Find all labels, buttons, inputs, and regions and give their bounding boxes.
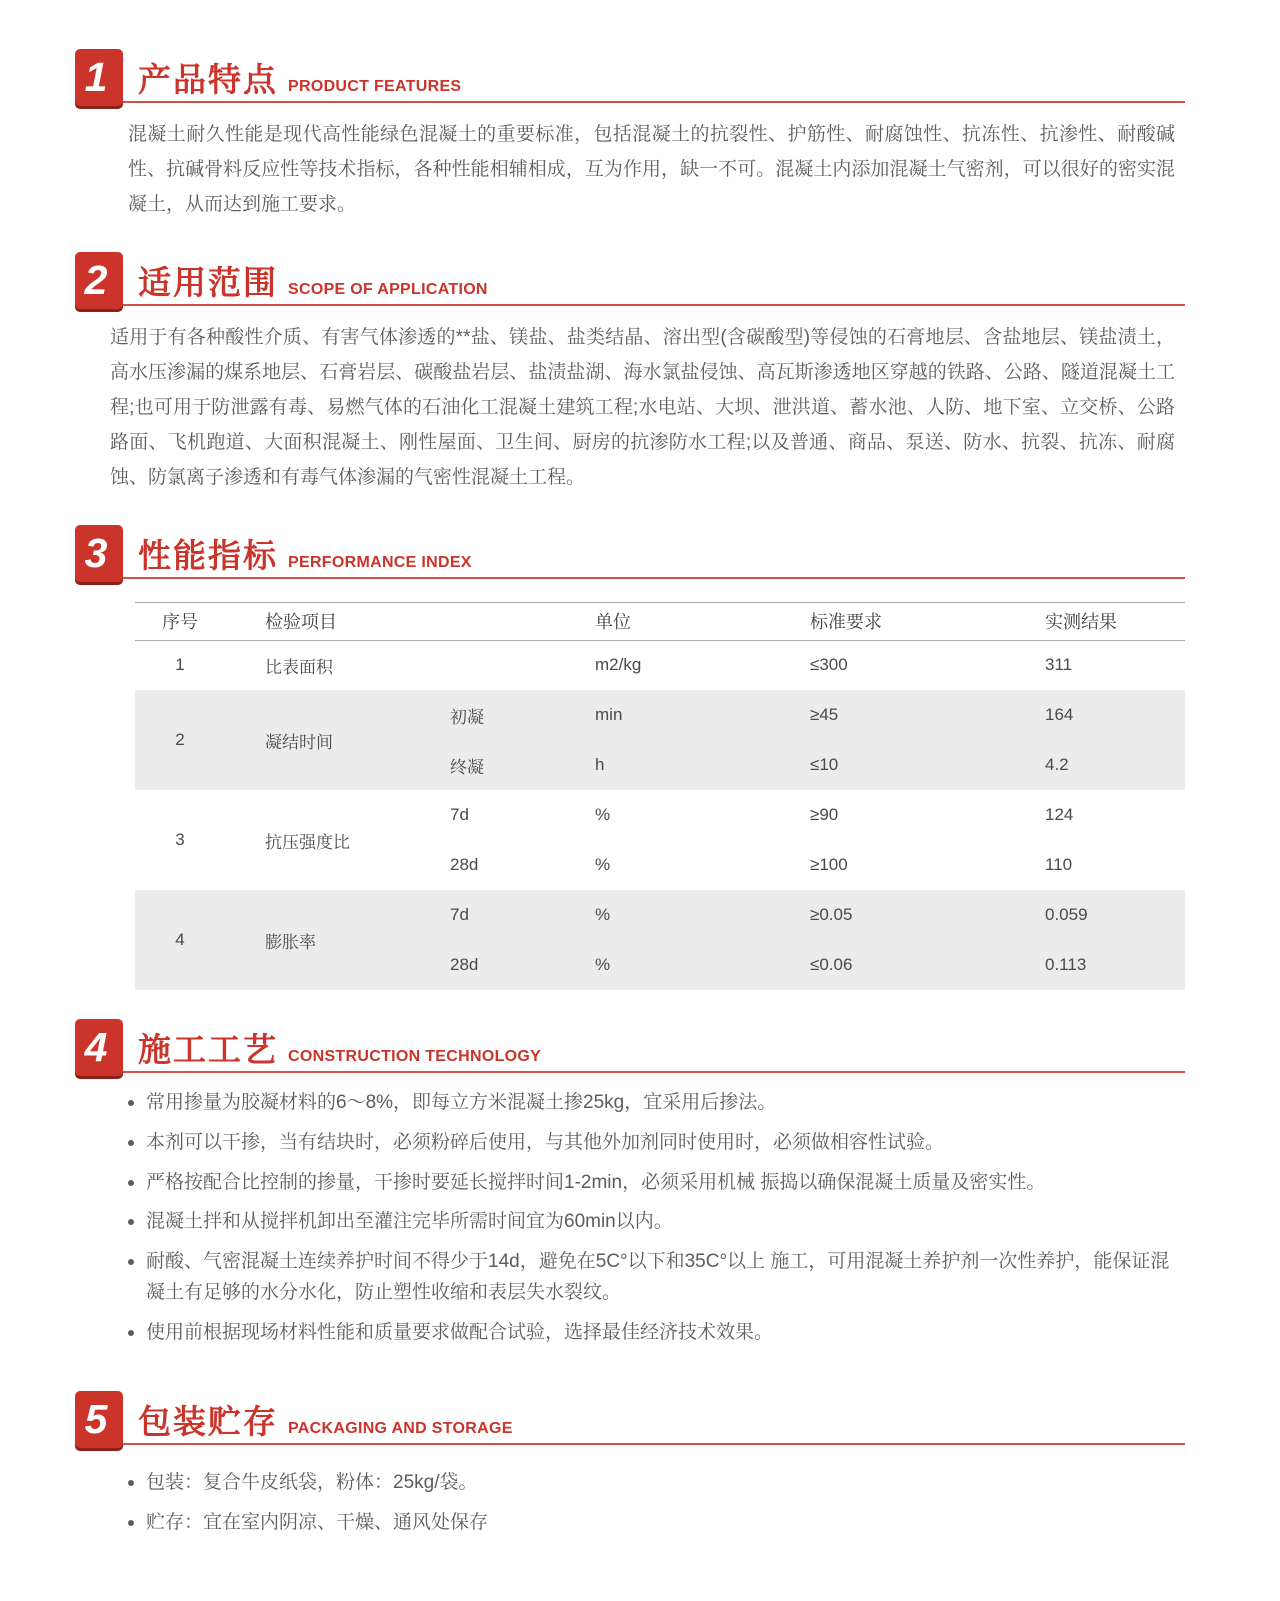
section-number-badge: 1 [75,49,123,106]
table-header-row [135,602,1185,640]
list-item [128,1318,1185,1349]
cell-standard: ≤300 [810,655,848,675]
list-item [128,1207,1185,1238]
bullet-text: 本剂可以干掺，当有结块时，必须粉碎后使用，与其他外加剂同时使用时，必须做相容性试验。 [146,1131,945,1153]
cell-sub: 7d [450,805,469,825]
bullet-icon [128,1330,134,1336]
cell-result: 0.059 [1045,905,1088,925]
list-item [128,1128,1185,1159]
section-underline [75,304,1185,306]
cell-sub [410,640,555,690]
header-unit: 单位 [595,612,631,633]
table-header [135,602,1185,640]
cell-unit: % [595,805,611,825]
packaging-bullet-list [75,1468,1185,1539]
bullet-text: 贮存：宜在室内阴凉、干燥、通风处保存 [146,1512,489,1534]
section-construction [75,1016,1185,1348]
section-subtitle: SCOPE OF APPLICATION [288,280,488,298]
product-features-paragraph: 混凝土耐久性能是现代高性能绿色混凝土的重要标准，包括混凝土的抗裂性、护筋性、耐腐蚀性、抗冻性、抗渗性、耐酸碱性、抗碱骨料反应性等技术指标，各种性能相辅相成，互为作用，缺一不可。混凝土内添加混凝土气密剂，可以很好的密实混凝土，从而达到施工要求。 [128,124,1175,215]
cell-standard: ≥90 [810,805,839,825]
section-number-badge: 3 [75,525,123,582]
cell-unit: % [595,855,611,875]
cell-standard: ≥100 [810,855,848,875]
section-titles [138,263,488,309]
bullet-text: 包装：复合牛皮纸袋，粉体：25kg/袋。 [146,1472,478,1494]
list-item [128,1088,1185,1119]
section-title: 包装贮存 [138,1403,278,1441]
section-title: 适用范围 [138,263,278,301]
cell-result: 4.2 [1045,755,1069,775]
section-subtitle: PERFORMANCE INDEX [288,553,472,571]
section-packaging [75,1388,1185,1539]
table-row [135,890,1185,940]
construction-bullet-list [75,1088,1185,1348]
cell-standard: ≥0.05 [810,905,853,925]
cell-no: 3 [175,830,185,850]
cell-result: 124 [1045,805,1074,825]
cell-no: 1 [175,655,185,675]
section-number-badge: 5 [75,1391,123,1448]
cell-result: 0.113 [1045,955,1087,975]
bullet-text: 常用掺量为胶凝材料的6～8%，即每立方米混凝土掺25kg，宜采用后掺法。 [146,1092,777,1114]
section-number-badge: 2 [75,252,123,309]
section-subtitle: PACKAGING AND STORAGE [288,1420,513,1438]
cell-unit: m2/kg [595,655,642,675]
cell-result: 110 [1045,855,1073,875]
bullet-icon [128,1259,134,1265]
section-performance-index [75,522,1185,991]
cell-sub: 初凝 [450,707,484,727]
performance-table [135,602,1185,991]
header-result: 实测结果 [1045,612,1117,633]
bullet-text: 耐酸、气密混凝土连续养护时间不得少于14d，避免在5C°以下和35C°以上 施工，可用混凝土养护剂一次性养护，能保证混凝土有足够的水分水化，防止塑性收缩和表层失水裂纹。 [146,1251,1170,1303]
cell-item: 抗压强度比 [265,832,350,852]
section-subtitle: PRODUCT FEATURES [288,78,462,95]
cell-unit: % [595,905,611,925]
bullet-text: 严格按配合比控制的掺量，干掺时要延长搅拌时间1-2min，必须采用机械 振捣以确保混凝土质量及密实性。 [146,1171,1046,1193]
section-titles [138,63,461,106]
header-no: 序号 [162,612,198,633]
table-group-4 [135,890,1185,990]
scope-paragraph: 适用于有各种酸性介质、有害气体渗透的**盐、镁盐、盐类结晶、溶出型(含碳酸型)等侵蚀的石膏地层、含盐地层、镁盐渍土，高水压渗漏的煤系地层、石膏岩层、碳酸盐岩层、盐渍盐湖、海水氯盐侵蚀、高瓦斯渗透地区穿越的铁路、公路、隧道混凝土工程;也可用于防泄露有毒、易燃气体的石油化工混凝土建筑工程;水电站、大坝、泄洪道、蓄水池、人防、地下室、立交桥、公路路面、飞机跑道、大面积混凝土、刚性屋面、卫生间、厨房的抗渗防水工程;以及普通、商品、泵送、防水、抗裂、抗冻、耐腐蚀、防氯离子渗透和有毒气体渗漏的气密性混凝土工程。 [110,326,1175,488]
section-scope [75,249,1185,496]
section-titles [138,1033,541,1076]
cell-unit: h [595,755,605,775]
cell-item: 比表面积 [265,657,333,677]
list-item [128,1247,1185,1309]
cell-result: 311 [1045,655,1073,675]
cell-standard: ≥45 [810,705,839,725]
table-group-1 [135,640,1185,690]
section-header [75,249,1185,309]
cell-sub: 28d [450,955,479,975]
cell-result: 164 [1045,705,1074,725]
table-row [135,790,1185,840]
cell-sub: 28d [450,855,479,875]
section-header [75,1388,1185,1448]
header-standard: 标准要求 [810,612,882,633]
bullet-icon [128,1140,134,1146]
cell-sub: 终凝 [450,757,484,777]
cell-unit: % [595,955,611,975]
cell-sub: 7d [450,905,469,925]
cell-item: 膨胀率 [265,932,316,952]
bullet-icon [128,1219,134,1225]
cell-unit: min [595,705,623,725]
list-item [128,1168,1185,1199]
section-underline [75,101,1185,103]
cell-standard: ≤0.06 [810,955,853,975]
section-underline [75,577,1185,579]
table-group-3 [135,790,1185,890]
section-titles [138,536,472,582]
table-row [135,640,1185,690]
list-item [128,1508,1185,1539]
cell-item: 凝结时间 [265,732,333,752]
section-number-badge: 4 [75,1019,123,1076]
table-row [135,690,1185,740]
section-title: 产品特点 [138,61,278,98]
bullet-icon [128,1100,134,1106]
section-header [75,46,1185,106]
header-item: 检验项目 [265,612,337,633]
section-header [75,522,1185,582]
cell-standard: ≤10 [810,755,839,775]
section-product-features [75,46,1185,223]
section-header [75,1016,1185,1076]
cell-no: 4 [175,930,185,950]
section-underline [75,1443,1185,1445]
bullet-text: 混凝土拌和从搅拌机卸出至灌注完毕所需时间宜为60min以内。 [146,1211,673,1233]
section-underline [75,1071,1185,1073]
bullet-icon [128,1480,134,1486]
cell-no: 2 [175,730,185,750]
bullet-text: 使用前根据现场材料性能和质量要求做配合试验，选择最佳经济技术效果。 [146,1321,774,1343]
bullet-icon [128,1520,134,1526]
section-title: 性能指标 [138,536,278,574]
section-title: 施工工艺 [138,1031,278,1069]
table-group-2 [135,690,1185,790]
bullet-icon [128,1180,134,1186]
section-titles [138,1405,513,1448]
section-subtitle: CONSTRUCTION TECHNOLOGY [288,1048,542,1066]
